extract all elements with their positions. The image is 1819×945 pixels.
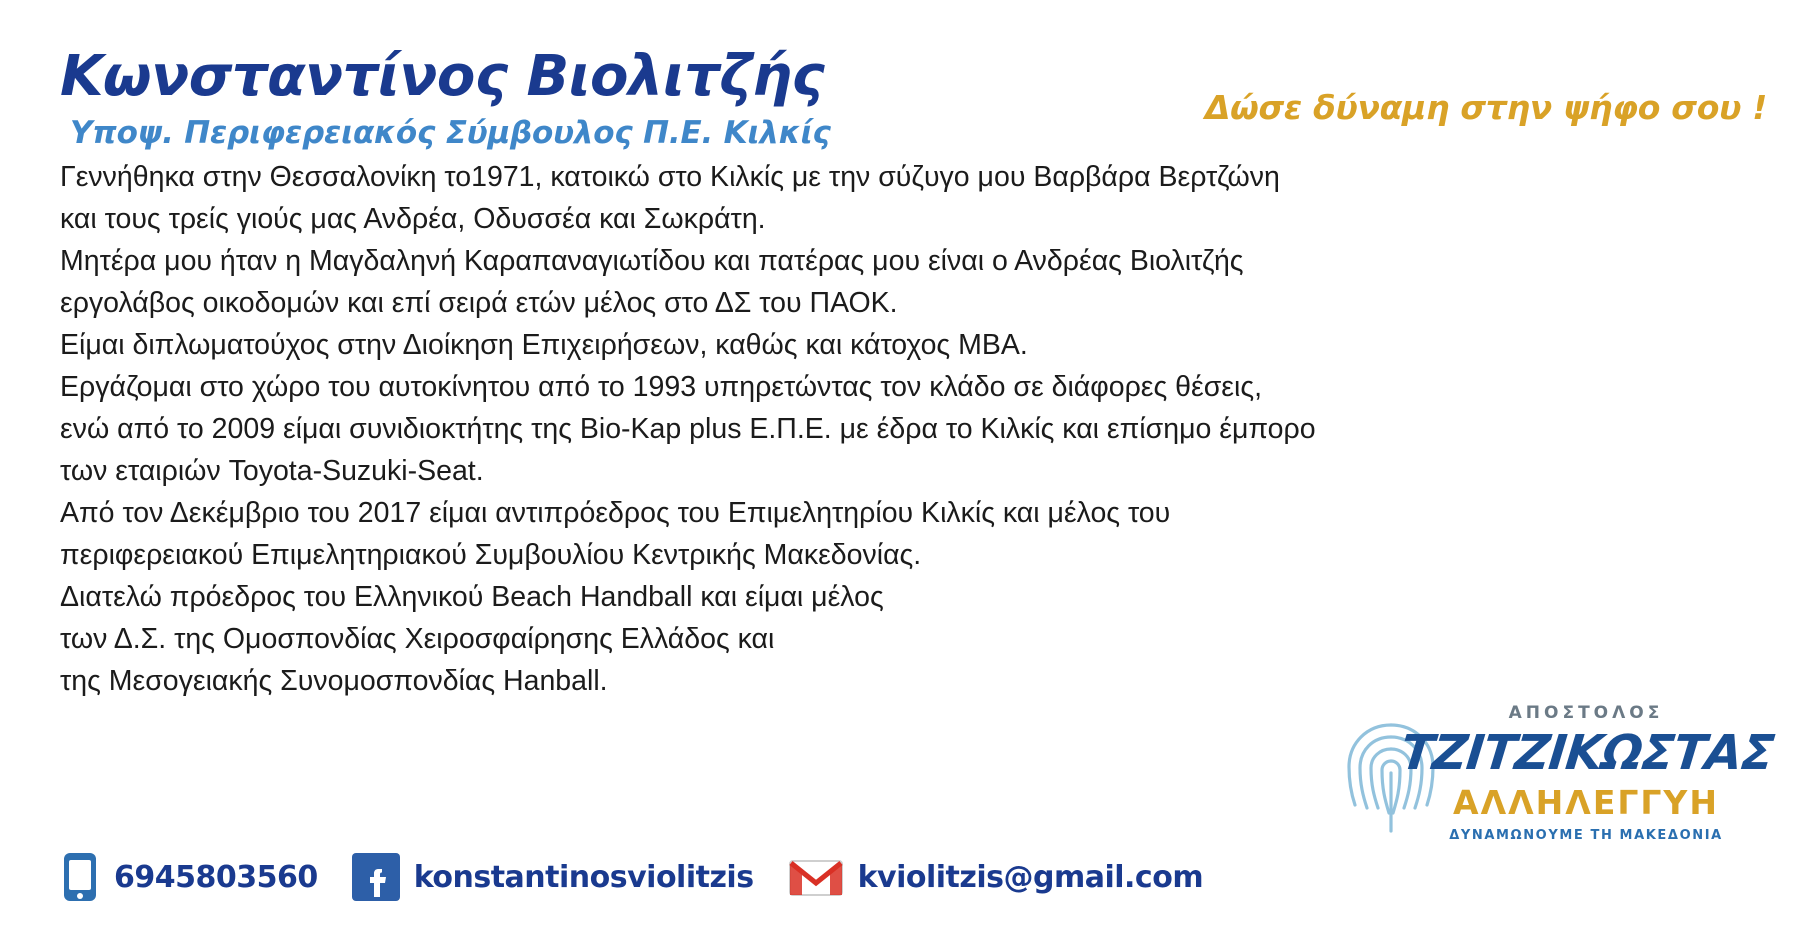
phone-number: 6945803560: [114, 859, 318, 895]
gmail-envelope-icon: [788, 855, 844, 899]
mobile-phone-icon: [60, 851, 100, 903]
contact-email[interactable]: [788, 855, 1204, 899]
bio-line: Διατελώ πρόεδρος του Ελληνικού Beach Handball και είμαι μέλος: [60, 581, 884, 613]
bio-line: εργολάβος οικοδομών και επί σειρά ετών μέλος στο ΔΣ του ΠΑΟΚ.: [60, 287, 898, 319]
facebook-icon: [352, 853, 400, 901]
logo-top-label: ΑΠΟΣΤΟΛΟΣ: [1508, 703, 1664, 723]
bio-text: [0, 156, 1819, 702]
bio-line: των εταιριών Toyota-Suzuki-Seat.: [60, 455, 484, 487]
bio-line: Από τον Δεκέμβριο του 2017 είμαι αντιπρόεδρος του Επιμελητηρίου Κιλκίς και μέλος του: [60, 497, 1171, 529]
bio-line: και τους τρείς γιούς μας Ανδρέα, Οδυσσέα και Σωκράτη.: [60, 203, 766, 235]
logo-main-text: ΤΖΙΤΖΙΚΩΣΤΑΣ: [1398, 725, 1777, 781]
bio-line: Είμαι διπλωματούχος στην Διοίκηση Επιχειρήσεων, καθώς και κάτοχος MBA.: [60, 329, 1028, 361]
party-logo: [1331, 703, 1777, 893]
bio-line: των Δ.Σ. της Ομοσπονδίας Χειροσφαίρησης Ελλάδος και: [60, 623, 775, 655]
page-title: Κωνσταντίνος Βιολιτζής: [60, 44, 825, 109]
facebook-handle: konstantinosviolitzis: [413, 859, 754, 895]
contact-facebook[interactable]: [352, 853, 754, 901]
email-address: kviolitzis@gmail.com: [857, 859, 1204, 895]
logo-tagline: ΔΥΝΑΜΩΝΟΥΜΕ ΤΗ ΜΑΚΕΔΟΝΙΑ: [1449, 828, 1723, 843]
bio-line: ενώ από το 2009 είμαι συνιδιοκτήτης της Bio-Kap plus Ε.Π.Ε. με έδρα το Κιλκίς και επίσημο έμπορο: [60, 413, 1316, 445]
bio-line: Γεννήθηκα στην Θεσσαλονίκη το1971, κατοικώ στο Κιλκίς με την σύζυγο μου Βαρβάρα Βερτζώνη: [60, 161, 1280, 193]
bio-line: Εργάζομαι στο χώρο του αυτοκίνητου από το 1993 υπηρετώντας τον κλάδο σε διάφορες θέσεις,: [60, 371, 1262, 403]
logo-sub-text: ΑΛΛΗΛΕΓΓΥΗ: [1453, 783, 1719, 822]
contact-phone[interactable]: [60, 851, 318, 903]
bio-line: της Μεσογειακής Συνομοσπονδίας Hanball.: [60, 665, 608, 697]
contact-bar: [60, 851, 1237, 903]
header: [0, 0, 1819, 152]
slogan: Δώσε δύναμη στην ψήφο σου !: [1204, 88, 1767, 127]
bio-line: Μητέρα μου ήταν η Μαγδαληνή Καραπαναγιωτίδου και πατέρας μου είναι ο Ανδρέας Βιολιτζής: [60, 245, 1244, 277]
candidate-role: Υποψ. Περιφερειακός Σύμβουλος Π.Ε. Κιλκίς: [70, 115, 831, 152]
bio-line: περιφερειακού Επιμελητηριακού Συμβουλίου Κεντρικής Μακεδονίας.: [60, 539, 922, 571]
